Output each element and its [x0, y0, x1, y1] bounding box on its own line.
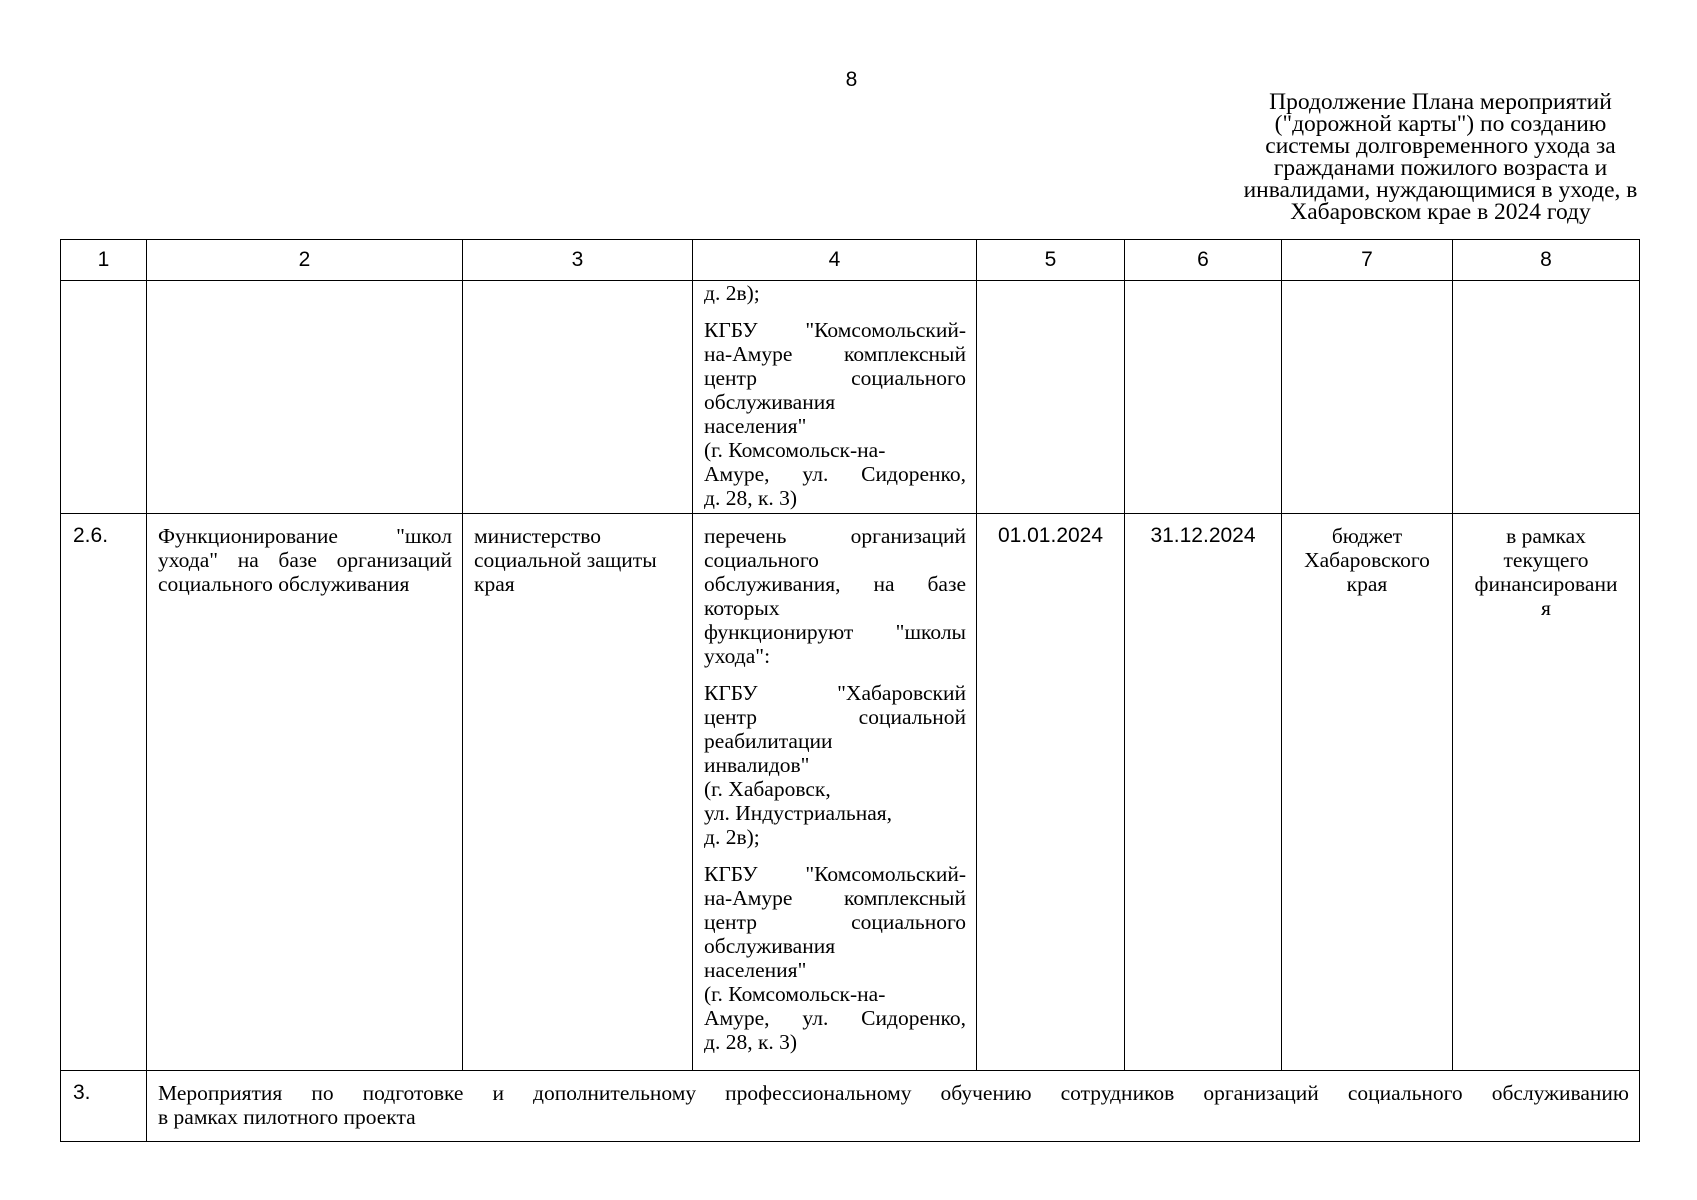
table-row-continuation — [61, 281, 1640, 514]
organizations-intro: перечень организаций социального обслуживания, на базе которых функционируют "школы ухода": — [704, 524, 966, 668]
organization-entry: КГБУ "Комсомольский- на-Амуре комплексный центр социального обслуживания населения" (г. Комсомольск-на- Амуре, ул. Сидоренко, д. 28, к. 3) — [704, 318, 966, 510]
column-header: 3 — [463, 240, 693, 281]
start-date: 01.01.2024 — [977, 514, 1125, 1071]
organization-address-tail: д. 2в); — [704, 281, 760, 305]
table-cell — [463, 281, 693, 514]
column-header: 1 — [61, 240, 147, 281]
organization-entry: КГБУ "Комсомольский- на-Амуре комплексный центр социального обслуживания населения" (г. Комсомольск-на- Амуре, ул. Сидоренко, д. 28, к. 3) — [704, 862, 966, 1054]
event-cell: Функционирование "школ ухода" на базе организаций социального обслуживания — [147, 514, 463, 1071]
heading-line: гражданами пожилого возраста и — [1273, 155, 1608, 181]
action-plan-table — [60, 239, 1640, 1142]
heading-line: Хабаровском крае в 2024 году — [1290, 199, 1591, 225]
page-number: 8 — [845, 68, 858, 91]
heading-line: системы долговременного ухода за — [1265, 133, 1616, 159]
table-row-section-3 — [61, 1071, 1640, 1142]
responsible-cell: министерство социальной защиты края — [463, 514, 693, 1071]
organizations-cell — [693, 514, 977, 1071]
table-cell — [1125, 281, 1282, 514]
heading-line: инвалидами, нуждающимися в уходе, в — [1243, 177, 1638, 203]
column-header: 6 — [1125, 240, 1282, 281]
section-title: Мероприятия по подготовке и дополнительному профессиональному обучению сотрудников организаций социального обслуживанию в рамках пилотного проекта — [147, 1071, 1640, 1142]
column-header: 4 — [693, 240, 977, 281]
column-header: 5 — [977, 240, 1125, 281]
table-cell — [977, 281, 1125, 514]
table-row-2-6 — [61, 514, 1640, 1071]
funding-amount-cell: в рамках текущего финансировани я — [1453, 514, 1640, 1071]
heading-line: ("дорожной карты") по созданию — [1274, 111, 1607, 137]
table-cell — [147, 281, 463, 514]
item-number: 2.6. — [61, 514, 147, 1071]
funding-source-cell: бюджет Хабаровского края — [1282, 514, 1453, 1071]
organization-entry: КГБУ "Хабаровский центр социальной реабилитации инвалидов" (г. Хабаровск, ул. Индустриальная, д. 2в); — [704, 681, 966, 849]
end-date: 31.12.2024 — [1125, 514, 1282, 1071]
column-header: 7 — [1282, 240, 1453, 281]
section-number: 3. — [61, 1071, 147, 1142]
table-cell — [1453, 281, 1640, 514]
column-header: 2 — [147, 240, 463, 281]
table-cell — [61, 281, 147, 514]
heading-line: Продолжение Плана мероприятий — [1269, 89, 1612, 115]
document-heading — [1228, 91, 1653, 223]
table-header-row — [61, 240, 1640, 281]
table-cell — [1282, 281, 1453, 514]
organizations-cell — [693, 281, 977, 514]
column-header: 8 — [1453, 240, 1640, 281]
